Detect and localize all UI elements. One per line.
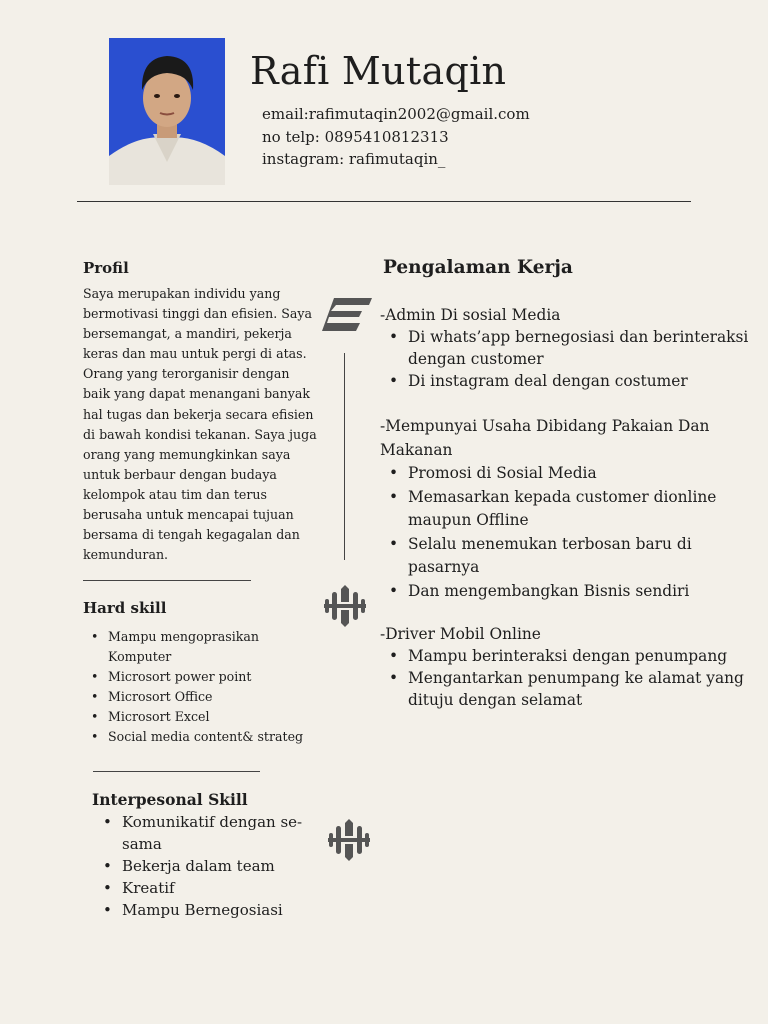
experience-heading: Pengalaman Kerja [383, 257, 573, 278]
list-item: • Promosi di Sosial Media [389, 462, 719, 486]
hard-skill-heading: Hard skill [83, 599, 167, 617]
instagram-text: instagram: rafimutaqin_ [262, 150, 446, 168]
list-item: • Bekerja dalam team [101, 855, 316, 877]
interpersonal-skill-list [101, 811, 316, 921]
hard-skill-list [91, 627, 321, 747]
stylized-e-logo-icon [322, 296, 372, 334]
list-item: • Memasarkan kepada customer dionline maupun Offline [389, 486, 719, 533]
profil-text: Saya merupakan individu yang bermotivasi tinggi dan efisien. Saya bersemangat, a mandiri, pekerja keras dan mau untuk pergi di atas. Orang yang terorganisir dengan baik yang dapat menangani banyak hal tugas dan bekerja secara efisien di bawah kondisi tekanan. Saya juga orang yang memungkinkan saya untuk berbaur dengan budaya kelompok atau tim dan terus berusaha untuk mencapai tujuan bersama di tengah kegagalan dan kemunduran. [83, 286, 317, 563]
list-item: • Dan mengembangkan Bisnis sendiri [389, 580, 719, 604]
interpersonal-skill-heading: Interpesonal Skill [92, 790, 248, 809]
job-duties-list [389, 462, 719, 604]
person-name: Rafi Mutaqin [250, 49, 507, 93]
contact-info [262, 103, 530, 171]
list-item: • Social media content& strateg [91, 727, 321, 747]
list-item: • Komunikatif dengan se-sama [101, 811, 316, 855]
profile-photo [109, 38, 225, 185]
list-item: • Di whats’app bernegosiasi dan berinteraksi dengan customer [389, 326, 749, 370]
list-item: • Microsort Office [91, 687, 321, 707]
list-item: • Kreatif [101, 877, 316, 899]
job-title: -Driver Mobil Online [380, 625, 541, 643]
list-item: • Microsort power point [91, 667, 321, 687]
center-vertical-line [344, 353, 345, 560]
job-title: -Mempunyai Usaha Dibidang Pakaian Dan Makanan [380, 417, 710, 459]
list-item: • Microsort Excel [91, 707, 321, 727]
list-item: • Mampu Bernegosiasi [101, 899, 316, 921]
ornament-icon [323, 584, 367, 628]
job-duties-list [389, 326, 749, 393]
list-item: • Mengantarkan penumpang ke alamat yang dituju dengan selamat [389, 667, 749, 711]
list-item: • Di instagram deal dengan costumer [389, 370, 749, 392]
list-item: • Mampu mengoprasikan Komputer [91, 627, 321, 667]
ornament-icon [327, 818, 371, 862]
header-divider [77, 201, 691, 202]
list-item: • Mampu berinteraksi dengan penumpang [389, 645, 749, 667]
list-item: • Selalu menemukan terbosan baru di pasarnya [389, 533, 719, 580]
job-duties-list [389, 645, 749, 712]
hard-skill-divider [93, 771, 260, 772]
phone-text: no telp: 0895410812313 [262, 127, 449, 146]
job-title: -Admin Di sosial Media [380, 306, 561, 324]
profil-divider [83, 580, 251, 581]
email-text: email:rafimutaqin2002@gmail.com [262, 105, 530, 123]
profil-heading: Profil [83, 259, 129, 277]
